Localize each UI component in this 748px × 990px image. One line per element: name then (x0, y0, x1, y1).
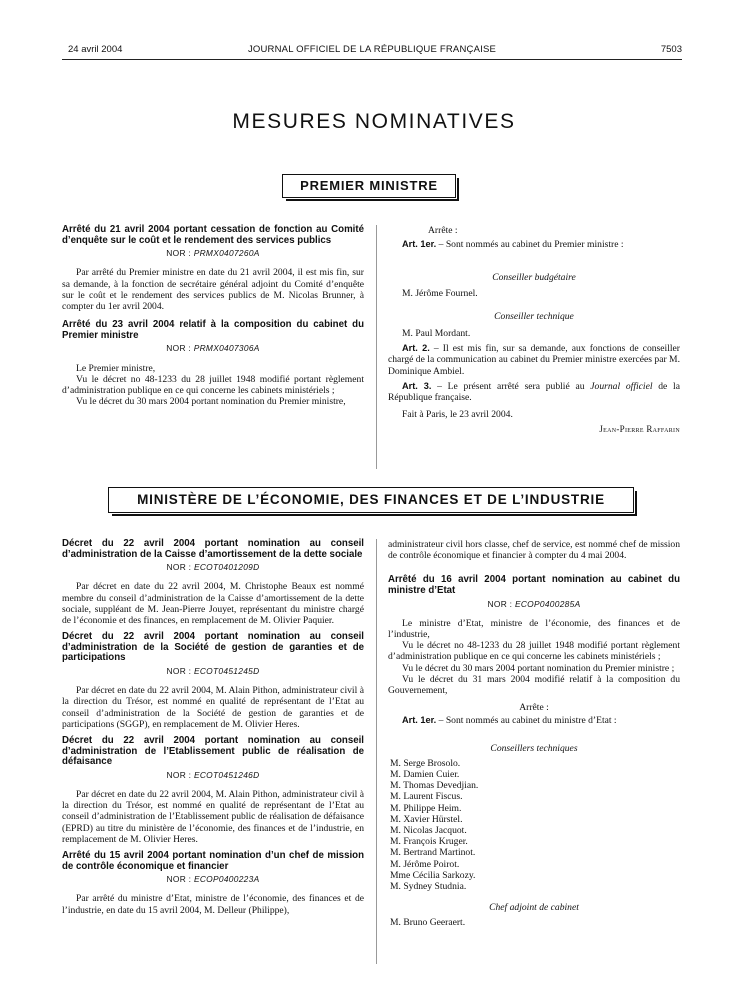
nor-label: NOR : (487, 598, 513, 609)
appointee-name: M. Bertrand Martinot. (390, 847, 476, 859)
signature: Jean-Pierre Raffarin (599, 424, 680, 435)
nor-reference (62, 666, 364, 677)
conseillers-list (388, 758, 680, 892)
article-body-continued: administrateur civil hors classe, chef de service, est nommé chef de mission de contrôle économique et financier à compter du 4 mai 2004. (388, 539, 680, 562)
paragraph: Le ministre d’Etat, ministre de l’économie, des finances et de l’industrie, (388, 617, 680, 640)
decree-title: Décret du 22 avril 2004 portant nomination au conseil d’administration de l’Etablissement public de réalisation de défaisance (62, 735, 364, 768)
article-text: – Sont nommés au cabinet du ministre d’Etat : (436, 715, 617, 727)
nor-code: ECOT0451246D (193, 769, 260, 780)
paragraph: Le Premier ministre, (76, 362, 156, 374)
appointee-name: M. Nicolas Jacquot. (390, 825, 467, 837)
article-text: – Sont nommés au cabinet du Premier ministre : (436, 239, 624, 251)
section-heading-ministere-economie: MINISTÈRE DE L’ÉCONOMIE, DES FINANCES ET DE L’INDUSTRIE (108, 487, 634, 513)
article-text: de la République française. (388, 380, 680, 404)
article-number: Art. 1er. (402, 239, 437, 250)
paragraph: Vu le décret no 48-1233 du 28 juillet 1948 modifié portant règlement d’administration publique en ce qui concerne les cabinets ministériels ; (62, 373, 364, 396)
appointee-name: M. Paul Mordant. (402, 328, 471, 340)
appointee-name: M. Serge Brosolo. (390, 757, 461, 769)
article-number: Art. 2. (402, 343, 430, 354)
minefi-right-column (388, 539, 680, 929)
article-title: Arrêté du 21 avril 2004 portant cessation de fonction au Comité d’enquête sur le coût et le rendement des services publics (62, 224, 364, 246)
role-heading: Chef adjoint de cabinet (489, 902, 579, 914)
article-title: Arrêté du 16 avril 2004 portant nomination au cabinet du ministre d’Etat (388, 574, 680, 596)
appointee-name: M. Thomas Devedjian. (390, 780, 479, 792)
article-number: Art. 1er. (402, 715, 437, 726)
nor-code: ECOT0401209D (193, 562, 260, 573)
article-title: Arrêté du 23 avril 2004 relatif à la composition du cabinet du Premier ministre (62, 319, 364, 341)
issue-date: 24 avril 2004 (68, 44, 123, 55)
paragraph: Vu le décret du 31 mars 2004 modifié relatif à la composition du Gouvernement, (388, 673, 680, 697)
appointee-name: M. Sydney Studnia. (390, 881, 467, 893)
nor-label: NOR : (166, 665, 192, 676)
decree-title: Décret du 22 avril 2004 portant nomination au conseil d’administration de la Société de gestion de garanties et de participations (62, 631, 364, 664)
nor-code: PRMX0407306A (193, 343, 260, 354)
decree-title: Décret du 22 avril 2004 portant nomination au conseil d’administration de la Caisse d’amortissement de la dette sociale (62, 538, 364, 560)
nor-code: ECOP0400223A (193, 874, 260, 885)
article-text: – Il est mis fin, sur sa demande, aux fonctions de conseiller chargé de la communication au cabinet du Premier ministre exercées par M. Dominique Ambiel. (388, 343, 680, 377)
column-divider (376, 539, 377, 964)
nor-label: NOR : (166, 874, 192, 885)
appointee-name: M. Damien Cuier. (390, 769, 460, 781)
nor-label: NOR : (166, 248, 192, 259)
paragraph: Vu le décret du 30 mars 2004 portant nomination du Premier ministre, (76, 396, 346, 408)
appointee-name: M. Jérôme Fournel. (402, 287, 478, 299)
section-heading-premier-ministre: PREMIER MINISTRE (282, 174, 456, 198)
paragraph: Vu le décret no 48-1233 du 28 juillet 1948 modifié portant règlement d’administration publique en ce qui concerne les cabinets ministériels ; (388, 640, 680, 663)
role-heading: Conseiller budgétaire (492, 272, 576, 284)
header-rule (62, 59, 682, 60)
running-header (62, 44, 682, 58)
appointee-name: M. Philippe Heim. (390, 802, 462, 814)
nor-reference (62, 562, 364, 573)
page-title: MESURES NOMINATIVES (232, 110, 516, 133)
article-title: Arrêté du 15 avril 2004 portant nomination d’un chef de mission de contrôle économique et financier (62, 850, 364, 872)
nor-reference (62, 248, 364, 259)
paragraph: Vu le décret du 30 mars 2004 portant nomination du Premier ministre ; (402, 662, 675, 674)
nor-code: ECOP0400285A (514, 598, 581, 609)
nor-reference (62, 874, 364, 885)
article-body: Par arrêté du ministre d’Etat, ministre de l’économie, des finances et de l’industrie, en date du 15 avril 2004, M. Delleur (Philippe), (62, 893, 364, 916)
decree-body: Par décret en date du 22 avril 2004, M. Alain Pithon, administrateur civil à la direction du Trésor, est nommé en qualité de représentant de l’Etat au conseil d’administration de l’Etablissement public de réalisation de défaisance (EPRD) au titre du ministère de l’économie, des finances et de l’industrie, en remplacement de M. Olivier Heres. (62, 788, 364, 845)
appointee-name: M. Bruno Geeraert. (390, 917, 466, 929)
decree-body: Par décret en date du 22 avril 2004, M. Alain Pithon, administrateur civil à la direction du Trésor, est nommé en qualité de représentant de l’Etat au conseil d’administration de la Société de gestion de garanties et de participations (SGGP), en remplacement de M. Olivier Heres. (62, 685, 364, 730)
appointee-name: M. François Kruger. (390, 836, 468, 848)
nor-reference (388, 599, 680, 610)
fait-a-paris: Fait à Paris, le 23 avril 2004. (402, 409, 513, 421)
journal-name: JOURNAL OFFICIEL DE LA RÉPUBLIQUE FRANÇAISE (247, 44, 497, 55)
role-heading: Conseiller technique (494, 310, 574, 322)
nor-label: NOR : (166, 769, 192, 780)
arrete-label: Arrête : (428, 225, 458, 236)
nor-reference (62, 343, 364, 354)
nor-label: NOR : (166, 562, 192, 573)
decree-body: Par décret en date du 22 avril 2004, M. Christophe Beaux est nommé membre du conseil d’administration de la Caisse d’amortissement de la dette sociale, suppléant de M. Jean-Pierre Jouyet, représentant du ministre chargé de l’économie et des finances, en remplacement de M. Olivier Paquier. (62, 581, 364, 626)
nor-label: NOR : (166, 343, 192, 354)
appointee-name: M. Laurent Fiscus. (390, 791, 463, 803)
journal-reference: Journal officiel (590, 380, 653, 392)
page-number: 7503 (660, 44, 682, 55)
pm-left-column (62, 225, 364, 407)
minefi-left-column (62, 539, 364, 916)
nor-code: PRMX0407260A (193, 248, 260, 259)
article-number: Art. 3. (402, 380, 432, 391)
arrete-label: Arrête : (519, 702, 549, 714)
appointee-name: M. Jérôme Poirot. (390, 858, 460, 870)
nor-code: ECOT0451245D (193, 665, 260, 676)
article-body: Par arrêté du Premier ministre en date du 21 avril 2004, il est mis fin, sur sa demande, à la fonction de secrétaire général adjoint du Comité d’enquête sur le coût et le rendement des services publics de M. Nicolas Brunner, à compter du 1er avril 2004. (62, 267, 364, 312)
article-text: – Le présent arrêté sera publié au (431, 380, 591, 392)
column-divider (376, 225, 377, 469)
appointee-name: M. Xavier Hürstel. (390, 813, 463, 825)
appointee-name: Mme Cécilia Sarkozy. (390, 869, 476, 881)
role-heading: Conseillers techniques (490, 742, 578, 754)
nor-reference (62, 770, 364, 781)
pm-right-column (388, 225, 680, 436)
